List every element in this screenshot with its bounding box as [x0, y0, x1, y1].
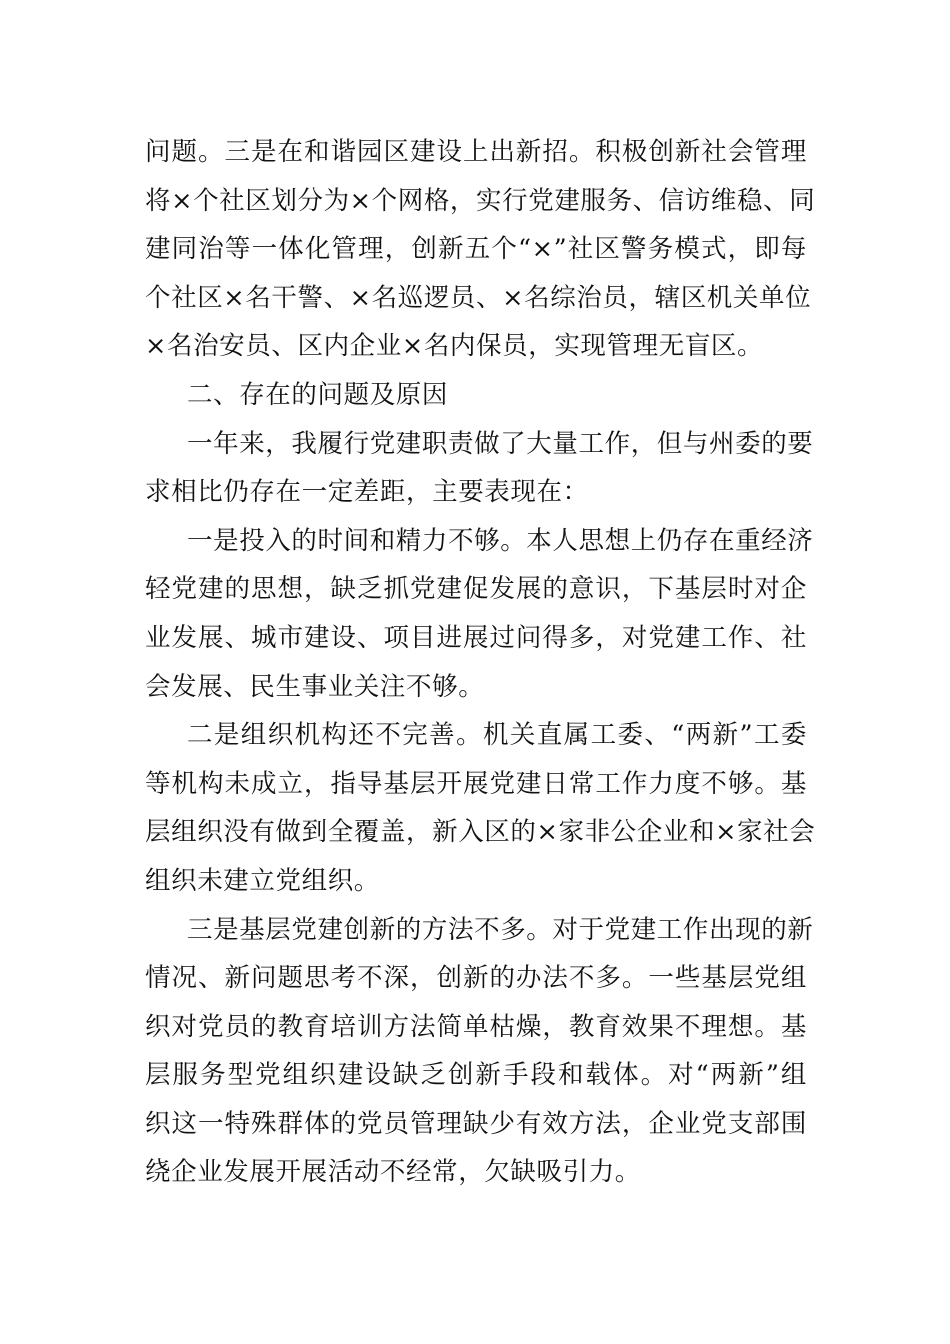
text-line: 层服务型党组织建设缺乏创新手段和载体。对“两新”组	[145, 1060, 807, 1091]
text-line: 等机构未成立，指导基层开展党建日常工作力度不够。基	[145, 768, 807, 799]
text-line: 一是投入的时间和精力不够。本人思想上仍存在重经济	[187, 525, 814, 556]
text-line: 绕企业发展开展活动不经常，欠缺吸引力。	[145, 1157, 641, 1188]
text-line: ×名治安员、区内企业×名内保员，实现管理无盲区。	[145, 331, 764, 362]
text-line: 建同治等一体化管理，创新五个“×”社区警务模式，即每	[145, 234, 807, 265]
text-line: 织这一特殊群体的党员管理缺少有效方法，企业党支部围	[145, 1108, 807, 1139]
paragraph-harmonious-park	[145, 128, 816, 371]
section-heading	[145, 371, 807, 420]
text-line: 会发展、民生事业关注不够。	[145, 671, 485, 702]
text-line: 个社区×名干警、×名巡逻员、×名综治员，辖区机关单位	[145, 282, 812, 313]
text-line: 组织未建立党组织。	[145, 865, 380, 896]
text-line: 将×个社区划分为×个网格，实行党建服务、信访维稳、同	[145, 185, 816, 216]
text-line: 二是组织机构还不完善。机关直属工委、“两新”工委	[187, 720, 807, 751]
text-line: 问题。三是在和谐园区建设上出新招。积极创新社会管理	[145, 137, 807, 167]
text-line: 织对党员的教育培训方法简单枯燥，教育效果不理想。基	[145, 1011, 807, 1042]
paragraph-innovation	[145, 906, 814, 1198]
heading-text: 二、存在的问题及原因	[187, 379, 449, 410]
paragraph-organization	[145, 711, 816, 905]
text-line: 层组织没有做到全覆盖，新入区的×家非公企业和×家社会	[145, 817, 816, 848]
text-line: 业发展、城市建设、项目进展过问得多，对党建工作、社	[145, 622, 807, 653]
document-body	[145, 128, 816, 1197]
paragraph-time-energy	[145, 517, 814, 711]
text-line: 情况、新问题思考不深，创新的办法不多。一些基层党组	[145, 963, 807, 994]
text-line: 一年来，我履行党建职责做了大量工作，但与州委的要	[187, 428, 814, 459]
text-line: 求相比仍存在一定差距，主要表现在：	[145, 477, 589, 508]
text-line: 轻党建的思想，缺乏抓党建促发展的意识，下基层时对企	[145, 574, 807, 605]
text-line: 三是基层党建创新的方法不多。对于党建工作出现的新	[187, 914, 814, 945]
paragraph-overview	[145, 420, 814, 517]
